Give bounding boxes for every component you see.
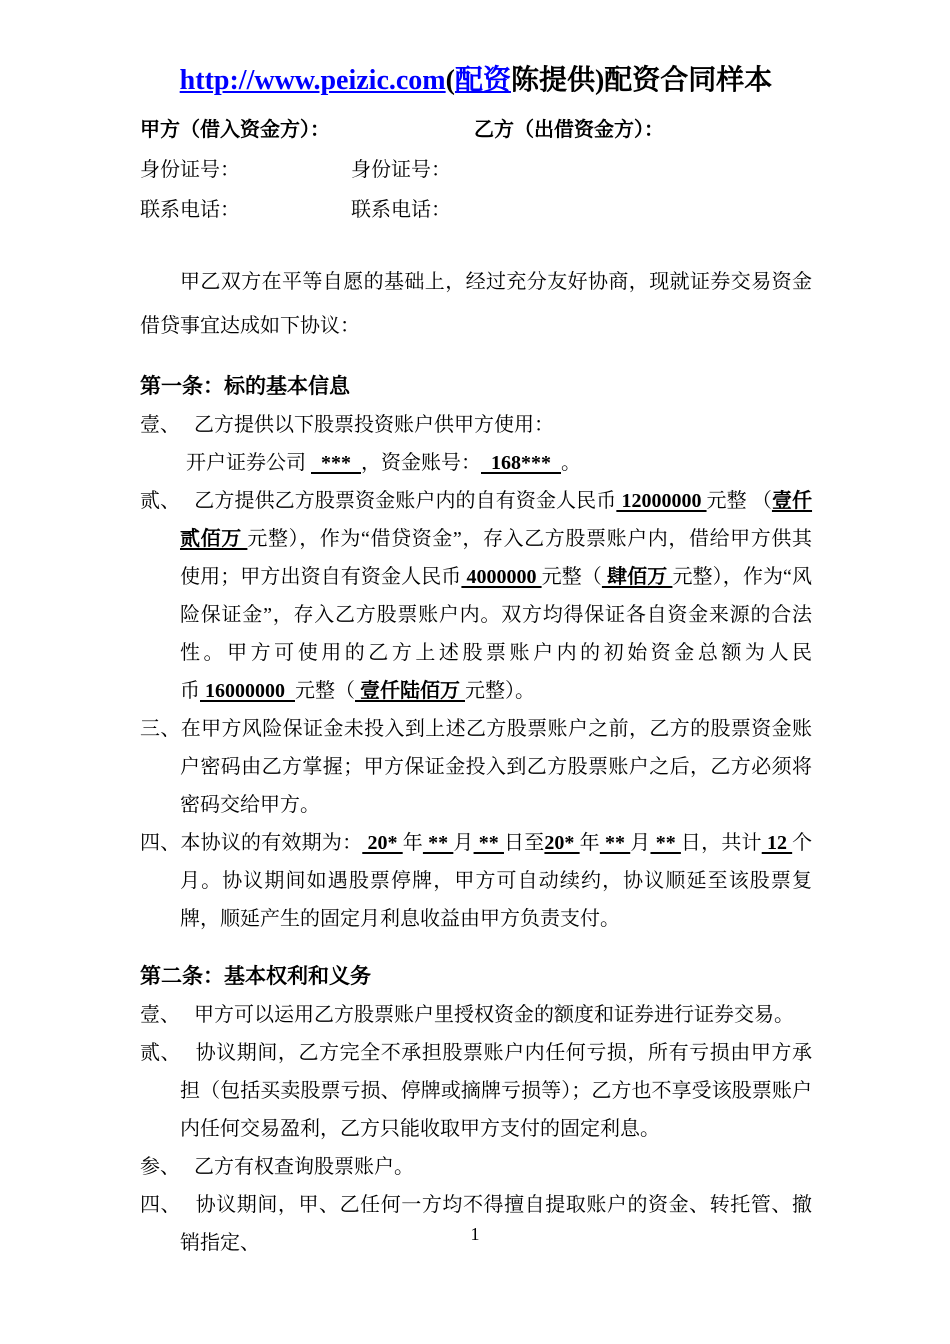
- contract-item-1-2: [140, 482, 812, 710]
- text-segment: 协议期间，乙方完全不承担股票账户内任何亏损，所有亏损由甲方承担（包括买卖股票亏损、停牌或摘牌亏损等）；乙方也不享受该股票账户内任何交易盈利，乙方只能收取甲方支付的固定利息。: [180, 1041, 812, 1140]
- filled-value: 20*: [362, 831, 403, 854]
- page-number: 1: [470, 1224, 480, 1244]
- filled-value: **: [650, 831, 681, 854]
- item-label: 贰、: [140, 489, 181, 512]
- filled-value: 壹仟贰佰万: [180, 489, 813, 550]
- id-b-label: 身份证号：: [351, 158, 451, 181]
- text-segment: 本协议的有效期为：: [180, 831, 363, 854]
- id-a-label: 身份证号：: [140, 158, 240, 181]
- text-segment: 。: [561, 451, 581, 474]
- text-segment: 乙方提供以下股票投资账户供甲方使用：: [194, 413, 554, 436]
- text-segment: 元整）。: [465, 679, 535, 702]
- section2-heading: 第二条：基本权利和义务: [140, 963, 371, 988]
- filled-value: 20*: [544, 831, 580, 854]
- page-title: [140, 62, 812, 100]
- text-segment: 开户证券公司: [186, 451, 311, 474]
- contract-item-2-1: [140, 996, 812, 1034]
- text-segment: 元整（: [541, 565, 602, 588]
- text-segment: 元整），作为“风险保证金”，存入乙方股票账户内。双方均得保证各自资金来源的合法性。甲方可使用的乙方上述股票账户内的初始资金总额为人民币: [180, 565, 813, 702]
- filled-value: **: [599, 831, 631, 854]
- filled-value: 168***: [481, 451, 561, 474]
- text-segment: 乙方有权查询股票账户。: [194, 1155, 414, 1178]
- item-label: 壹、: [140, 413, 180, 436]
- title-peizi-link[interactable]: 配资: [454, 65, 511, 96]
- party-row: [140, 110, 812, 150]
- phone-row: [140, 190, 812, 230]
- item-label: 四、: [140, 1193, 182, 1216]
- title-url-link[interactable]: http://www.peizic.com: [179, 65, 446, 96]
- filled-value: **: [422, 831, 454, 854]
- title-paren-open: (: [445, 65, 455, 96]
- filled-value: 16000000: [200, 679, 295, 702]
- contract-item-1-1: [140, 406, 812, 444]
- id-row: [140, 150, 812, 190]
- text-segment: 乙方提供乙方股票资金账户内的自有资金人民币: [194, 489, 617, 512]
- phone-a-label: 联系电话：: [140, 198, 240, 221]
- filled-value: 壹仟陆佰万: [355, 679, 465, 702]
- text-segment: 日至: [503, 831, 545, 854]
- item-label: 三、: [140, 717, 181, 740]
- filled-value: 肆佰万: [601, 565, 673, 588]
- filled-value: 4000000: [461, 565, 542, 588]
- intro-paragraph: 甲乙双方在平等自愿的基础上，经过充分友好协商，现就证券交易资金借贷事宜达成如下协议：: [140, 270, 812, 337]
- item-label: 壹、: [140, 1003, 180, 1026]
- text-segment: 月: [630, 831, 651, 854]
- item-label: 参、: [140, 1155, 180, 1178]
- text-segment: 日，共计: [680, 831, 762, 854]
- contract-item-2-3: [140, 1148, 812, 1186]
- text-segment: 元整（: [295, 679, 355, 702]
- filled-value: 12000000: [616, 489, 707, 512]
- text-segment: 元整），作为“借贷资金”，存入乙方股票账户内，借给甲方供其使用；甲方出资自有资金人民币: [180, 527, 812, 588]
- account-line: [140, 444, 812, 482]
- text-segment: 元整 （: [706, 489, 772, 512]
- contract-item-1-3: [140, 710, 812, 824]
- title-text: 陈提供)配资合同样本: [510, 65, 773, 96]
- text-segment: 个月。协议期间如遇股票停牌，甲方可自动续约，协议顺延至该股票复牌，顺延产生的固定月利息收益由甲方负责支付。: [180, 831, 813, 930]
- text-segment: 甲方可以运用乙方股票账户里授权资金的额度和证券进行证券交易。: [194, 1003, 794, 1026]
- text-segment: 年: [402, 831, 423, 854]
- item-label: 贰、: [140, 1041, 182, 1064]
- party-a-label: 甲方（借入资金方）：: [140, 118, 330, 141]
- item-label: 四、: [140, 831, 181, 854]
- text-segment: 年: [579, 831, 600, 854]
- text-segment: ，资金账号：: [361, 451, 481, 474]
- filled-value: ***: [311, 451, 361, 474]
- filled-value: 12: [761, 831, 793, 854]
- text-segment: 在甲方风险保证金未投入到上述乙方股票账户之前，乙方的股票资金账户密码由乙方掌握；甲方保证金投入到乙方股票账户之后，乙方必须将密码交给甲方。: [180, 717, 812, 816]
- text-segment: 协议期间，甲、乙任何一方均不得擅自提取账户的资金、转托管、撤销指定、: [180, 1193, 812, 1254]
- party-b-label: 乙方（出借资金方）：: [474, 118, 664, 141]
- text-segment: 月: [453, 831, 474, 854]
- section1-heading: 第一条：标的基本信息: [140, 373, 350, 398]
- contract-item-2-2: [140, 1034, 812, 1148]
- phone-b-label: 联系电话：: [351, 198, 451, 221]
- contract-item-1-4: [140, 824, 812, 938]
- filled-value: **: [473, 831, 504, 854]
